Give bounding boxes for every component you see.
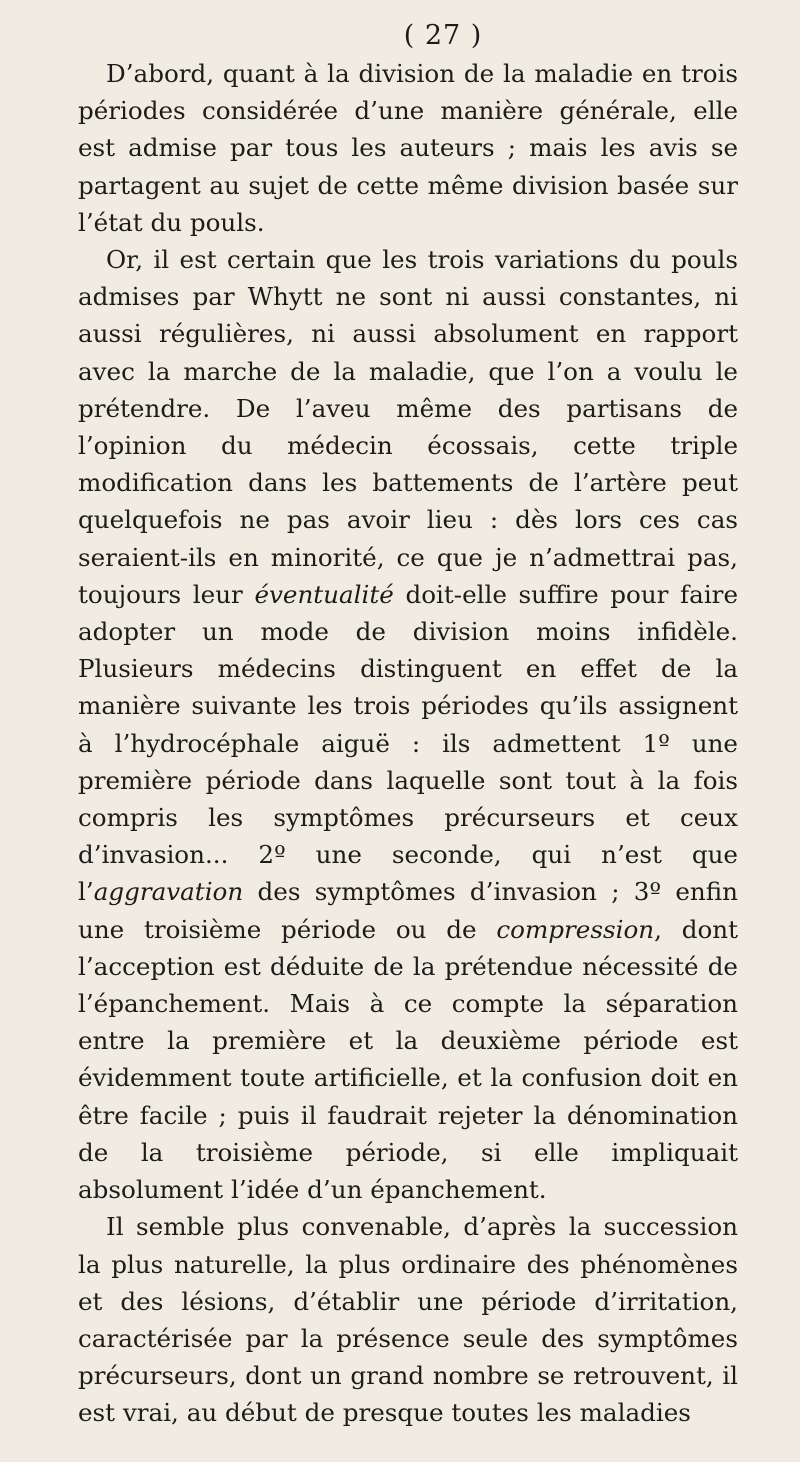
italic-text: éventualité <box>254 579 394 609</box>
paragraph <box>78 241 738 1208</box>
text-run: Or, il est certain que les trois variations du pouls admises par Whytt ne sont ni aussi constantes, ni aussi régulières, ni aussi absolument en rapport avec la marche de la maladie, que l’on a voulu le prétendre. De l’aveu même des partisans de l’opinion du médecin écossais, cette triple modification dans les battements de l’artère peut quelquefois ne pas avoir lieu : dès lors ces cas seraient-ils en minorité, ce que je n’admettrai pas, toujours leur <box>78 245 738 609</box>
text-run: , dont l’acception est déduite de la prétendue nécessité de l’épanchement. Mais à ce compte la séparation entre la première et la deuxième période est évidemment toute artificielle, et la confusion doit en être facile ; puis il faudrait rejeter la dénomination de la troisième période, si elle impliquait absolument l’idée d’un épanchement. <box>78 914 738 1205</box>
body-text <box>78 55 738 1432</box>
text-run: D’abord, quant à la division de la maladie en trois périodes considérée d’une manière générale, elle est admise par tous les auteurs ; mais les avis se partagent au sujet de cette même division basée sur l’état du pouls. <box>78 59 738 237</box>
italic-text: aggravation <box>93 877 244 907</box>
text-run: des symptômes d’invasion ; 3º enfin une troisième période ou de <box>78 877 738 944</box>
italic-text: compression <box>496 914 655 944</box>
page-number: ( 27 ) <box>403 20 483 51</box>
paragraph <box>78 1208 738 1431</box>
text-run: Il semble plus convenable, d’après la succession la plus naturelle, la plus ordinaire des phénomènes et des lésions, d’établir une période d’irritation, caractérisée par la présence seule des symptômes précurseurs, dont un grand nombre se retrouvent, il est vrai, au début de presque toutes les maladies <box>78 1212 738 1428</box>
text-run: doit-elle suffire pour faire adopter un mode de division moins infidèle. Plusieurs médecins distinguent en effet de la manière suivante les trois périodes qu’ils assignent à l’hydrocéphale aiguë : ils admettent 1º une première période dans laquelle sont tout à la fois compris les symptômes précurseurs et ceux d’invasion... 2º une seconde, qui n’est que l’ <box>78 579 738 907</box>
paragraph <box>78 55 738 241</box>
